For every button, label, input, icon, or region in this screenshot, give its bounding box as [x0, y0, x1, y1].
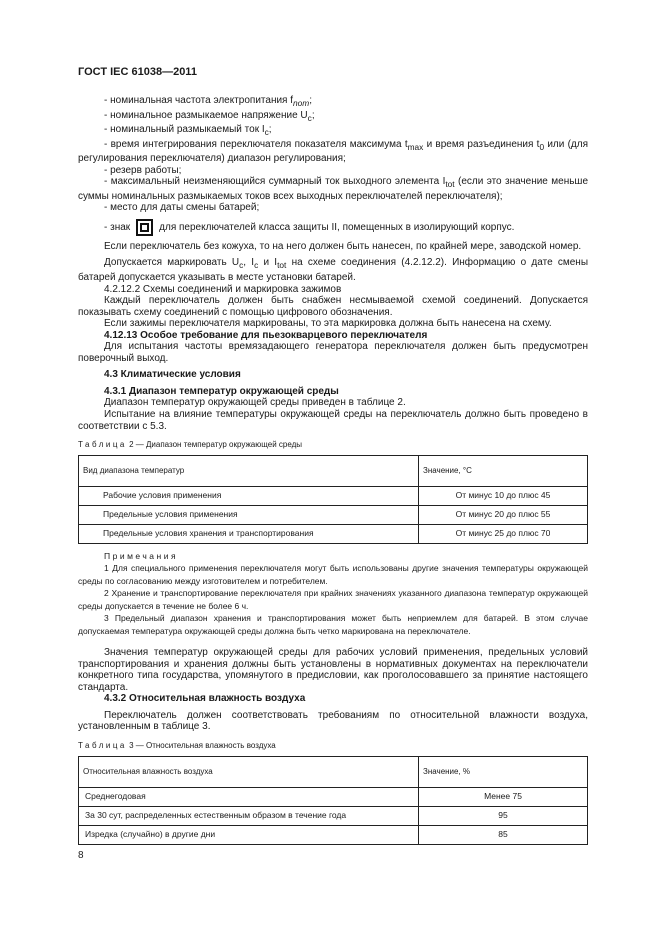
table-row: За 30 сут, распределенных естественным образом в течение года 95 [79, 806, 588, 825]
table-caption: Таблица 3 — Относительная влажность воздуха [78, 741, 276, 750]
note: 1 Для специального применения переключателя могут быть использованы другие значения температуры окружающей среды по согласованию между изготовителем и потребителем. [78, 563, 588, 586]
column-header: Значение, °С [419, 455, 588, 486]
humidity-table [78, 756, 588, 845]
section-heading: 4.3.2 Относительная влажность воздуха [104, 693, 306, 705]
paragraph: Если зажимы переключателя маркированы, то эта маркировка должна быть нанесена на схему. [104, 318, 552, 330]
section-heading: 4.3.1 Диапазон температур окружающей среды [104, 385, 339, 397]
paragraph: Если переключатель без кожуха, то на него должен быть нанесен, по крайней мере, заводской номер. [104, 240, 582, 252]
list-item: - номинальное размыкаемое напряжение $U_c$; [104, 109, 315, 123]
list-item: - резерв работы; [104, 164, 182, 176]
section-heading: 4.3 Климатические условия [104, 369, 241, 381]
paragraph: Переключатель должен соответствовать требованиям по относительной влажности воздуха, установленным в таблице 3. [78, 709, 588, 733]
table-row: Среднегодовая Менее 75 [79, 787, 588, 806]
paragraph: Значения температур окружающей среды для рабочих условий применения, предельных условий транспортирования и хранения должны быть установлены в нормативных документах на переключатели конкретного типа государства, упомянутого в предисловии, как проголосовавшего за принятие настоящего стандарта. [78, 647, 588, 693]
paragraph: Испытание на влияние температуры окружающей среды на переключатель должно быть проведено в соответствии с 5.3. [78, 409, 588, 432]
table-row: Предельные условия хранения и транспортирования От минус 25 до плюс 70 [79, 524, 588, 543]
document-header: ГОСТ IEC 61038—2011 [78, 66, 197, 78]
list-item: - номинальная частота электропитания $f_{nom}$; [104, 95, 313, 108]
paragraph: Допускается маркировать $U_c$, $I_c$ и $I_{tot}$ на схеме соединения (4.2.12.2). Информацию о дате смены батарей допускается указывать в месте установки батарей. [78, 257, 589, 284]
double-insulation-icon [136, 219, 153, 236]
column-header: Относительная влажность воздуха [79, 756, 419, 787]
list-item: - номинальный размыкаемый ток $I_c$; [104, 124, 272, 138]
column-header: Значение, % [419, 756, 588, 787]
section-heading: 4.12.13 Особое требование для пьезокварцевого переключателя [104, 329, 428, 341]
notes: Примечания 1 Для специального применения переключателя могут быть использованы другие значения температуры окружающей среды по согласованию между изготовителем и потребителем. 2 Хранение и транспортирование переключателя при крайних значениях указанного диапазона температур окружающей среды допускается в течение не более 6 ч. 3 Предельный диапазон хранения и транспортирования может быть неприемлем для батарей. В этом случае допускаемая температура окружающей среды должна быть четко маркирована на переключателе. [78, 550, 588, 636]
table-row: Предельные условия применения От минус 20 до плюс 55 [79, 505, 588, 524]
table-row: Рабочие условия применения От минус 10 до плюс 45 [79, 486, 588, 505]
column-header: Вид диапазона температур [79, 455, 419, 486]
temperature-table [78, 455, 588, 544]
note: 2 Хранение и транспортирование переключателя при крайних значениях указанного диапазона температур окружающей среды допускается в течение не более 6 ч. [78, 588, 588, 611]
page-number: 8 [78, 850, 84, 861]
list-item: - знак для переключателей класса защиты II, помещенных в изолирующий корпус. [78, 219, 588, 236]
table-row: Изредка (случайно) в другие дни 85 [79, 825, 588, 844]
list-item: - место для даты смены батарей; [104, 202, 260, 214]
document-body [78, 95, 588, 845]
paragraph: Диапазон температур окружающей среды приведен в таблице 2. [104, 397, 406, 409]
table-caption: Таблица 2 — Диапазон температур окружающей среды [78, 440, 303, 450]
subsection-title: 4.2.12.2 Схемы соединений и маркировка зажимов [104, 283, 342, 295]
list-item: - время интегрирования переключателя показателя максимума $t_{max}$ и время разъединения $t_0$ или (для регулирования переключателя) диапазон регулирования; [78, 138, 589, 165]
paragraph: Каждый переключатель должен быть снабжен несмываемой схемой соединений. Допускается показывать схему соединений с помощью цифрового обозначения. [78, 295, 588, 318]
list-item: - максимальный неизменяющийся суммарный ток выходного элемента $I_{tot}$ (если это значение меньше суммы номинальных размыкаемых токов всех выходных переключателей переключателя); [78, 176, 589, 202]
paragraph: Для испытания частоты времязадающего генератора переключателя должен быть предусмотрен поверочный выход. [78, 341, 588, 364]
note: 3 Предельный диапазон хранения и транспортирования может быть неприемлем для батарей. В этом случае допускаемая температура окружающей среды должна быть четко маркирована на переключателе. [78, 613, 588, 636]
